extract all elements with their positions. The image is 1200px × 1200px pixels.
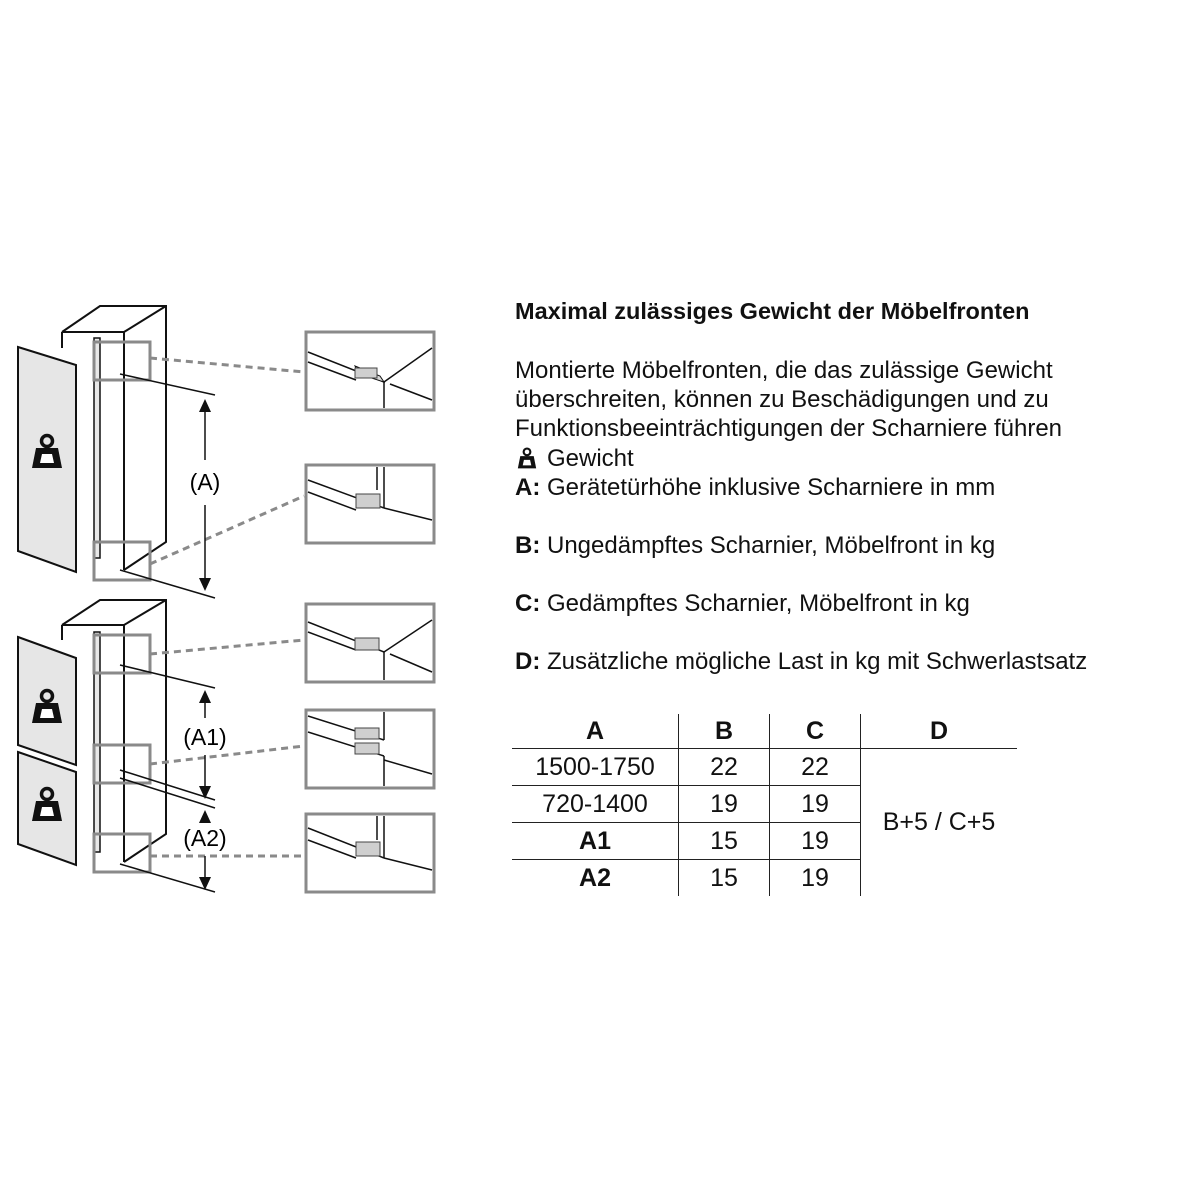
dimension-label-a2: (A2): [183, 825, 227, 851]
table-header-row: [512, 714, 1017, 749]
legend-a: [515, 474, 995, 502]
table-cell: 19: [679, 786, 770, 823]
table-cell: 1500-1750: [512, 749, 679, 786]
legend-weight-label: Gewicht: [547, 445, 634, 472]
legend-text: Gedämpftes Scharnier, Möbelfront in kg: [547, 590, 970, 617]
column-header: B: [679, 714, 770, 749]
hinge-callout-box: [94, 635, 150, 673]
legend-c: [515, 590, 970, 618]
table-cell: 19: [770, 786, 861, 823]
table-cell: A2: [579, 863, 611, 892]
table-cell: 19: [770, 860, 861, 897]
legend-b: [515, 532, 995, 560]
weight-icon: [515, 447, 539, 469]
legend-d: [515, 648, 1087, 676]
table-cell: A1: [512, 823, 679, 860]
dimension-label-a1: (A1): [183, 724, 227, 750]
table-cell: 22: [679, 749, 770, 786]
table-cell: 22: [770, 749, 861, 786]
description-line: überschreiten, können zu Beschädigungen und zu: [515, 386, 1049, 413]
dimension-label-a: (A): [189, 469, 221, 495]
hinge-callout-box: [94, 834, 150, 872]
description-line: Funktionsbeeinträchtigungen der Scharniere führen: [515, 415, 1063, 442]
table-row: [512, 749, 1017, 786]
description: [515, 356, 1185, 443]
legend-text: Gerätetürhöhe inklusive Scharniere in mm: [547, 474, 996, 501]
lower-appliance: [18, 600, 166, 865]
legend-text: Ungedämpftes Scharnier, Möbelfront in kg: [547, 532, 996, 559]
hinge-callout-box: [94, 542, 150, 580]
legend-key: D:: [515, 648, 541, 675]
page-title: Maximal zulässiges Gewicht der Möbelfronten: [515, 298, 1030, 324]
legend-text: Zusätzliche mögliche Last in kg mit Schwerlastsatz: [547, 648, 1088, 675]
column-header: A: [512, 714, 679, 749]
table-cell-d: B+5 / C+5: [861, 749, 1018, 897]
table-cell: 19: [770, 823, 861, 860]
table-cell: 15: [679, 823, 770, 860]
hinge-detail-top: [306, 332, 434, 410]
legend-key: C:: [515, 590, 541, 617]
hinge-detail-bottom: [306, 465, 434, 543]
hinge-detail-bottom: [306, 814, 434, 892]
column-header: C: [770, 714, 861, 749]
legend-key: A:: [515, 474, 541, 501]
weight-table: [512, 714, 1017, 896]
column-header: D: [861, 714, 1018, 749]
table-cell: 720-1400: [512, 786, 679, 823]
description-line: Montierte Möbelfronten, die das zulässige Gewicht: [515, 357, 1053, 384]
table-cell: 15: [679, 860, 770, 897]
legend-key: B:: [515, 532, 541, 559]
legend-weight: [515, 445, 634, 473]
hinge-detail-top: [306, 604, 434, 682]
hinge-detail-middle: [306, 710, 434, 788]
